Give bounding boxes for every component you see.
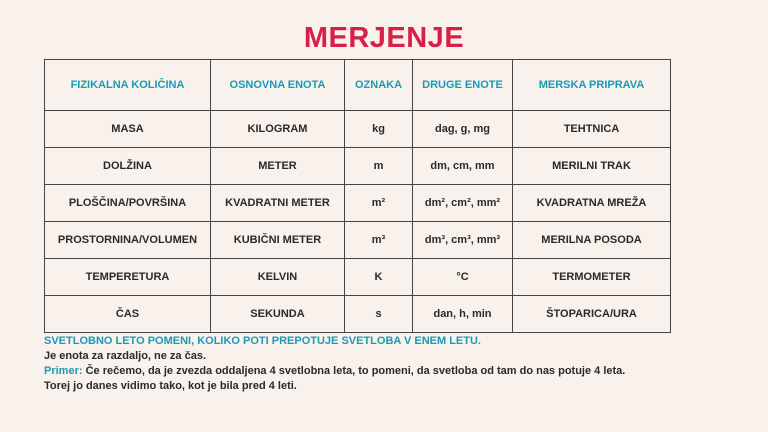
table-cell: dm², cm², mm²	[413, 185, 513, 222]
table-cell: dm³, cm³, mm³	[413, 222, 513, 259]
table-cell: KELVIN	[211, 259, 345, 296]
note-line: Je enota za razdaljo, ne za čas.	[44, 350, 207, 362]
example-text: Če rečemo, da je zvezda oddaljena 4 svetlobna leta, to pomeni, da svetloba od tam do nas potuje 4 leta.	[85, 365, 626, 377]
table-cell: ŠTOPARICA/URA	[513, 296, 671, 333]
table-row	[45, 185, 671, 222]
table-cell: m³	[345, 222, 413, 259]
header-cell: OSNOVNA ENOTA	[211, 60, 345, 111]
table-cell: MERILNA POSODA	[513, 222, 671, 259]
table-cell: m²	[345, 185, 413, 222]
notes-block	[44, 334, 734, 394]
table-row	[45, 148, 671, 185]
table-cell: KILOGRAM	[211, 111, 345, 148]
header-cell: OZNAKA	[345, 60, 413, 111]
table-row	[45, 296, 671, 333]
table-row	[45, 259, 671, 296]
table-cell: KVADRATNA MREŽA	[513, 185, 671, 222]
table-cell: K	[345, 259, 413, 296]
table-cell: dag, g, mg	[413, 111, 513, 148]
table-cell: TEMPERETURA	[45, 259, 211, 296]
table-cell: PLOŠČINA/POVRŠINA	[45, 185, 211, 222]
table-cell: dan, h, min	[413, 296, 513, 333]
table-cell: PROSTORNINA/VOLUMEN	[45, 222, 211, 259]
table-row	[45, 222, 671, 259]
table-cell: TEHTNICA	[513, 111, 671, 148]
table-cell: ČAS	[45, 296, 211, 333]
header-cell: FIZIKALNA KOLIČINA	[45, 60, 211, 111]
table-cell: °C	[413, 259, 513, 296]
table-cell: MERILNI TRAK	[513, 148, 671, 185]
example-line	[44, 364, 734, 379]
header-cell: DRUGE ENOTE	[413, 60, 513, 111]
table-cell: s	[345, 296, 413, 333]
measurement-table	[44, 59, 671, 333]
table-cell: METER	[211, 148, 345, 185]
note-line: Torej jo danes vidimo tako, kot je bila pred 4 leti.	[44, 380, 297, 392]
table-cell: MASA	[45, 111, 211, 148]
table-cell: SEKUNDA	[211, 296, 345, 333]
page-title: MERJENJE	[303, 22, 465, 54]
table-cell: KVADRATNI METER	[211, 185, 345, 222]
table-cell: kg	[345, 111, 413, 148]
table-cell: TERMOMETER	[513, 259, 671, 296]
table-cell: DOLŽINA	[45, 148, 211, 185]
table-row	[45, 111, 671, 148]
table-cell: KUBIČNI METER	[211, 222, 345, 259]
table-cell: m	[345, 148, 413, 185]
light-year-definition: SVETLOBNO LETO POMENI, KOLIKO POTI PREPOTUJE SVETLOBA V ENEM LETU.	[44, 335, 481, 347]
table-header-row	[45, 60, 671, 111]
table-cell: dm, cm, mm	[413, 148, 513, 185]
example-label: Primer:	[44, 365, 83, 377]
header-cell: MERSKA PRIPRAVA	[513, 60, 671, 111]
